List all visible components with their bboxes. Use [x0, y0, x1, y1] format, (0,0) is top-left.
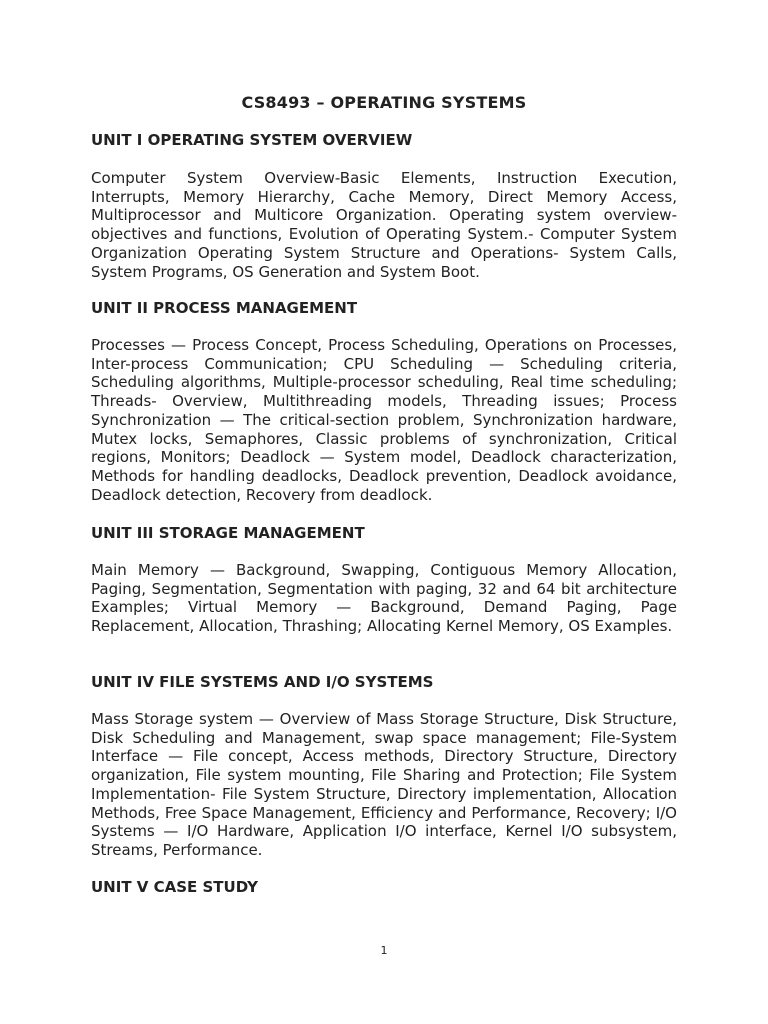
page-number: 1 [380, 944, 388, 957]
unit-4-body: Mass Storage system — Overview of Mass Storage Structure, Disk Structure, Disk Scheduling and Management, swap space management; File-System Interface — File concept, Access methods, Directory Structure, Directory organization, File system mounting, File Sharing and Protection; File System Implementation- File System Structure, Directory implementation, Allocation Methods, Free Space Management, Efficiency and Performance, Recovery; I/O Systems — I/O Hardware, Application I/O interface, Kernel I/O subsystem, Streams, Performance. [91, 710, 677, 859]
unit-1-heading: UNIT I OPERATING SYSTEM OVERVIEW [91, 131, 413, 149]
unit-3-body: Main Memory — Background, Swapping, Contiguous Memory Allocation, Paging, Segmentation, Segmentation with paging, 32 and 64 bit architecture Examples; Virtual Memory — Background, Demand Paging, Page Replacement, Allocation, Thrashing; Allocating Kernel Memory, OS Examples. [91, 561, 677, 636]
unit-4-heading: UNIT IV FILE SYSTEMS AND I/O SYSTEMS [91, 673, 434, 691]
unit-5-heading: UNIT V CASE STUDY [91, 878, 258, 896]
unit-3-heading: UNIT III STORAGE MANAGEMENT [91, 524, 365, 542]
unit-2-body: Processes — Process Concept, Process Scheduling, Operations on Processes, Inter-process Communication; CPU Scheduling — Scheduling criteria, Scheduling algorithms, Multiple-processor scheduling, Real time scheduling; Threads- Overview, Multithreading models, Threading issues; Process Synchronization — The critical-section problem, Synchronization hardware, Mutex locks, Semaphores, Classic problems of synchronization, Critical regions, Monitors; Deadlock — System model, Deadlock characterization, Methods for handling deadlocks, Deadlock prevention, Deadlock avoidance, Deadlock detection, Recovery from deadlock. [91, 336, 677, 504]
unit-2-heading: UNIT II PROCESS MANAGEMENT [91, 299, 358, 317]
document-title: CS8493 – OPERATING SYSTEMS [241, 93, 527, 112]
unit-1-body: Computer System Overview-Basic Elements, Instruction Execution, Interrupts, Memory Hierarchy, Cache Memory, Direct Memory Access, Multiprocessor and Multicore Organization. Operating system overview-objectives and functions, Evolution of Operating System.- Computer System Organization Operating System Structure and Operations- System Calls, System Programs, OS Generation and System Boot. [91, 169, 677, 281]
